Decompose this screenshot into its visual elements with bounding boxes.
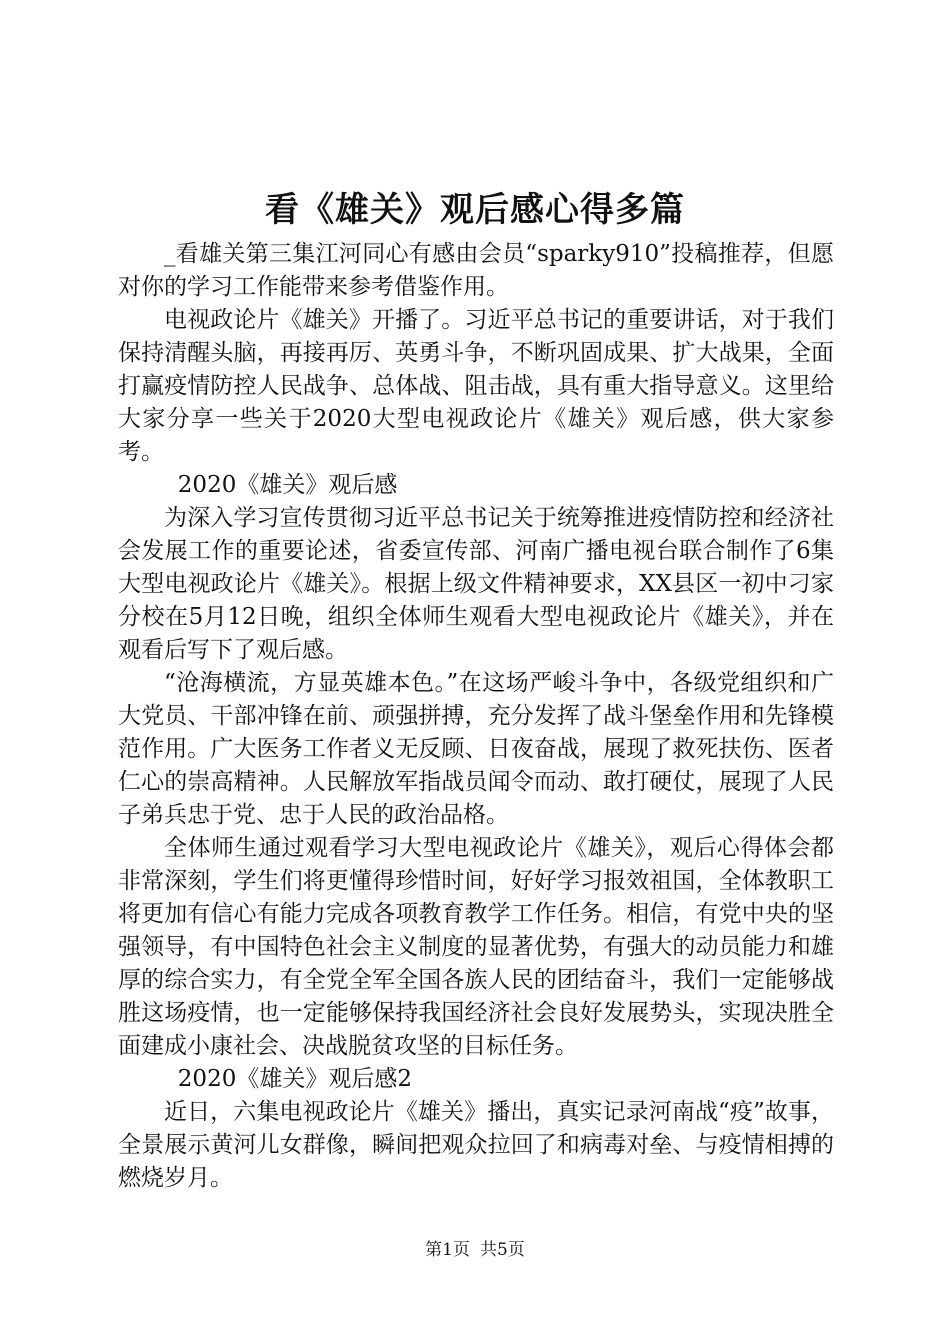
paragraph-section1-a: 为深入学习宣传贯彻习近平总书记关于统筹推进疫情防控和经济社会发展工作的重要论述，省委宣传部、河南广播电视台联合制作了6集大型电视政论片《雄关》。根据上级文件精神要求，XX县区一初中刁家分校在5月12日晚，组织全体师生观看大型电视政论片《雄关》，并在观看后写下了观后感。 [118,505,834,663]
paragraph-section2-a: 近日，六集电视政论片《雄关》播出，真实记录河南战“疫”故事，全景展示黄河儿女群像，瞬间把观众拉回了和病毒对垒、与疫情相搏的燃烧岁月。 [118,1099,834,1191]
document-body [118,238,834,1195]
page-number: 第1页 [425,1240,470,1260]
paragraph-section1-b: “沧海横流，方显英雄本色。”在这场严峻斗争中，各级党组织和广大党员、干部冲锋在前、顽强拼搏，充分发挥了战斗堡垒作用和先锋模范作用。广大医务工作者义无反顾、日夜奋战，展现了救死扶伤、医者仁心的崇高精神。人民解放军指战员闻令而动、敢打硬仗，展现了人民子弟兵忠于党、忠于人民的政治品格。 [118,670,834,828]
paragraph-summary: 电视政论片《雄关》开播了。习近平总书记的重要讲话，对于我们保持清醒头脑，再接再厉、英勇斗争，不断巩固成果、扩大战果，全面打赢疫情防控人民战争、总体战、阻击战，具有重大指导意义。这里给大家分享一些关于2020大型电视政论片《雄关》观后感，供大家参考。 [118,307,834,465]
page-footer [0,1238,950,1262]
section-heading-1: 2020《雄关》观后感 [177,472,398,498]
paragraph-intro: _看雄关第三集江河同心有感由会员“sparky910”投稿推荐，但愿对你的学习工作能带来参考借鉴作用。 [118,241,834,300]
section-heading-2: 2020《雄关》观后感2 [177,1066,412,1092]
paragraph-section1-c: 全体师生通过观看学习大型电视政论片《雄关》，观后心得体会都非常深刻，学生们将更懂得珍惜时间，好好学习报效祖国，全体教职工将更加有信心有能力完成各项教育教学工作任务。相信，有党中央的坚强领导，有中国特色社会主义制度的显著优势，有强大的动员能力和雄厚的综合实力，有全党全军全国各族人民的团结奋斗，我们一定能够战胜这场疫情，也一定能够保持我国经济社会良好发展势头，实现决胜全面建成小康社会、决战脱贫攻坚的目标任务。 [118,835,834,1059]
document-title: 看《雄关》观后感心得多篇 [265,190,685,230]
page-total: 共5页 [480,1240,525,1260]
